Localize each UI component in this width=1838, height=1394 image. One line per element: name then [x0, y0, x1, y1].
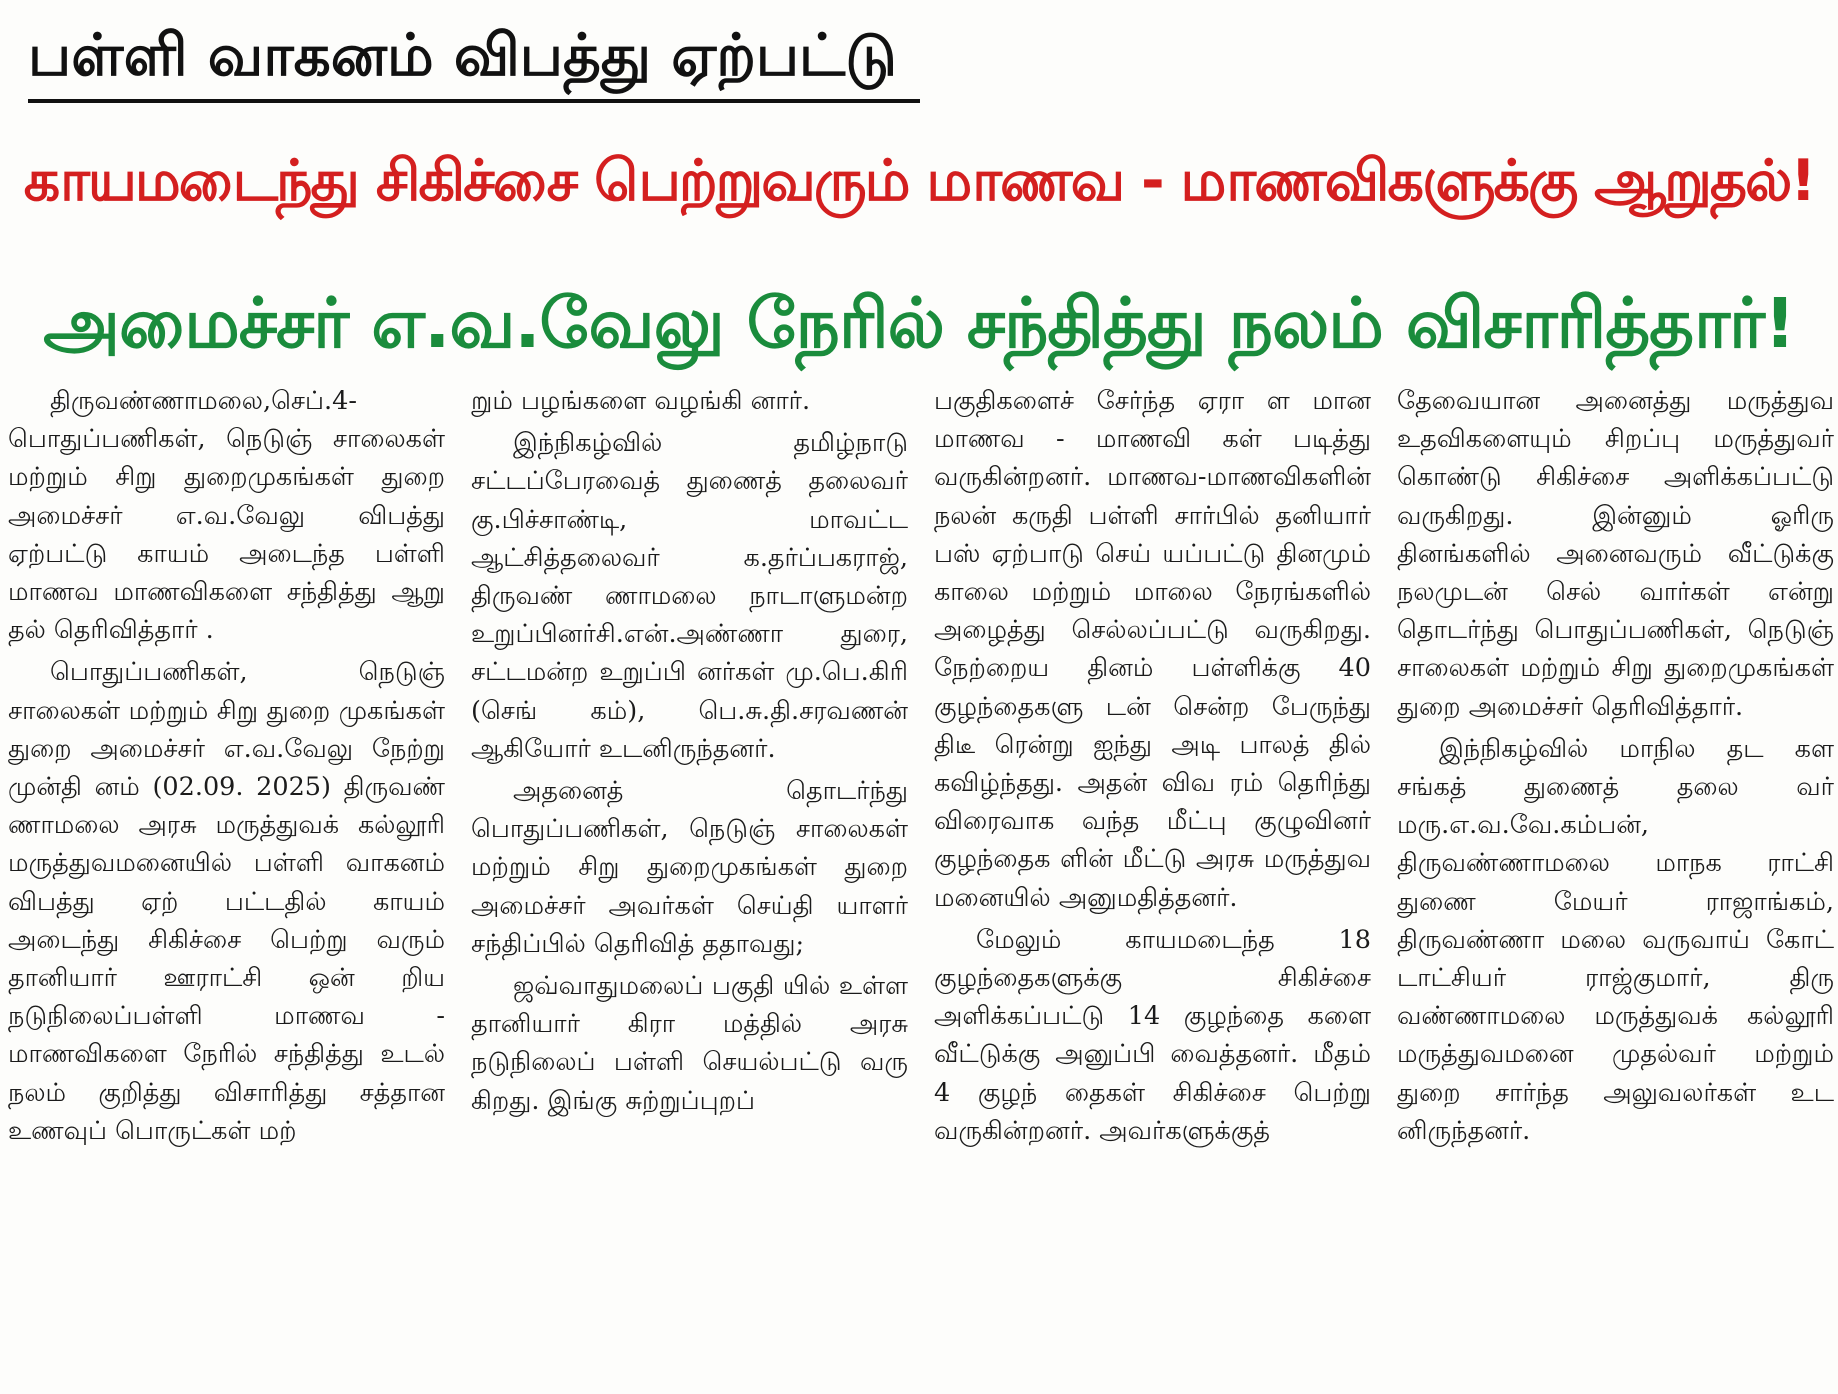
paragraph: இந்நிகழ்வில் மாநில தட கள சங்கத் துணைத் தலை வர் மரு.எ.வ.வே.கம்பன், திருவண்ணாமலை மாநக ராட்சி துணை மேயர் ராஜாங்கம், திருவண்ணா மலை வருவாய் கோட் டாட்சியர் ராஜ்குமார், திரு வண்ணாமலை மருத்துவக் கல்லூரி மருத்துவமனை முதல்வர் மற்றும் துறை சார்ந்த அலுவலர்கள் உட னிருந்தனர். [1397, 733, 1834, 1146]
paragraph: தேவையான அனைத்து மருத்துவ உதவிகளையும் சிறப்பு மருத்துவர் கொண்டு சிகிச்சை அளிக்கப்பட்டு வருகிறது. இன்னும் ஓரிரு தினங்களில் அனைவரும் வீட்டுக்கு நலமுடன் செல் வார்கள் என்று தொடர்ந்து பொதுப்பணிகள், நெடுஞ் சாலைகள் மற்றும் சிறு துறைமுகங்கள் துறை அமைச்சர் தெரிவித்தார். [1397, 386, 1834, 722]
paragraph: பொதுப்பணிகள், நெடுஞ் சாலைகள் மற்றும் சிறு துறை முகங்கள் துறை அமைச்சர் எ.வ.வேலு நேற்று முன்தி னம் (02.09. 2025) திருவண் ணாமலை அரசு மருத்துவக் கல்லூரி மருத்துவமனையில் பள்ளி வாகனம் விபத்து ஏற் பட்டதில் காயம் அடைந்து சிகிச்சை பெற்று வரும் தானியார் ஊராட்சி ஒன் றிய நடுநிலைப்பள்ளி மாணவ - மாணவிகளை நேரில் சந்தித்து உடல் நலம் குறித்து விசாரித்து சத்தான உணவுப் பொருட்கள் மற் [8, 657, 445, 1146]
sub-headline: அமைச்சர் எ.வ.வேலு நேரில் சந்தித்து நலம் விசாரித்தார்! [43, 284, 1795, 364]
paragraph: ஜவ்வாதுமலைப் பகுதி யில் உள்ள தானியார் கிரா மத்தில் அரசு நடுநிலைப் பள்ளி செயல்பட்டு வரு கிறது. இங்கு சுற்றுப்புறப் [471, 971, 908, 1116]
main-headline: காயமடைந்து சிகிச்சை பெற்றுவரும் மாணவ - மாணவிகளுக்கு ஆறுதல்! [23, 148, 1815, 214]
paragraph: மேலும் காயமடைந்த 18 குழந்தைகளுக்கு சிகிச்சை அளிக்கப்பட்டு 14 குழந்தை களை வீட்டுக்கு அனுப்பி வைத்தனர். மீதம் 4 குழந் தைகள் சிகிச்சை பெற்று வருகின்றனர். அவர்களுக்குத் [934, 924, 1371, 1146]
article-column-3 [934, 382, 1371, 1394]
article-column-2 [471, 382, 908, 1394]
paragraph: றும் பழங்களை வழங்கி னார். [471, 386, 811, 416]
paragraph: இந்நிகழ்வில் தமிழ்நாடு சட்டப்பேரவைத் துணைத் தலைவர் கு.பிச்சாண்டி, மாவட்ட ஆட்சித்தலைவர் க.தர்ப்பகராஜ், திருவண் ணாமலை நாடாளுமன்ற உறுப்பினர்சி.என்.அண்ணா துரை, சட்டமன்ற உறுப்பி னர்கள் மு.பெ.கிரி (செங் கம்), பெ.சு.தி.சரவணன் ஆகியோர் உடனிருந்தனர். [471, 428, 908, 764]
kicker-headline: பள்ளி வாகனம் விபத்து ஏற்பட்டு [28, 21, 897, 89]
paragraph: திருவண்ணாமலை,செப்.4- பொதுப்பணிகள், நெடுஞ் சாலைகள் மற்றும் சிறு துறைமுகங்கள் துறை அமைச்சர் எ.வ.வேலு விபத்து ஏற்பட்டு காயம் அடைந்த பள்ளி மாணவ மாணவிகளை சந்தித்து ஆறு தல் தெரிவித்தார் . [8, 386, 445, 646]
kicker-underline [28, 99, 920, 103]
article-column-1 [8, 382, 445, 1394]
paragraph: அதனைத் தொடர்ந்து பொதுப்பணிகள், நெடுஞ் சாலைகள் மற்றும் சிறு துறைமுகங்கள் துறை அமைச்சர் அவர்கள் செய்தி யாளர் சந்திப்பில் தெரிவித் ததாவது; [471, 776, 908, 959]
paragraph: பகுதிகளைச் சேர்ந்த ஏரா ள மான மாணவ - மாணவி கள் படித்து வருகின்றனர். மாணவ-மாணவிகளின் நலன் கருதி பள்ளி சார்பில் தனியார் பஸ் ஏற்பாடு செய் யப்பட்டு தினமும் காலை மற்றும் மாலை நேரங்களில் அழைத்து செல்லப்பட்டு வருகிறது. நேற்றைய தினம் பள்ளிக்கு 40 குழந்தைகளு டன் சென்ற பேருந்து திடீ ரென்று ஐந்து அடி பாலத் தில் கவிழ்ந்தது. அதன் விவ ரம் தெரிந்து விரைவாக வந்த மீட்பு குழுவினர் குழந்தைக ளின் மீட்டு அரசு மருத்துவ மனையில் அனுமதித்தனர். [934, 386, 1371, 913]
article-column-4 [1397, 382, 1834, 1394]
article-body [8, 382, 1834, 1394]
